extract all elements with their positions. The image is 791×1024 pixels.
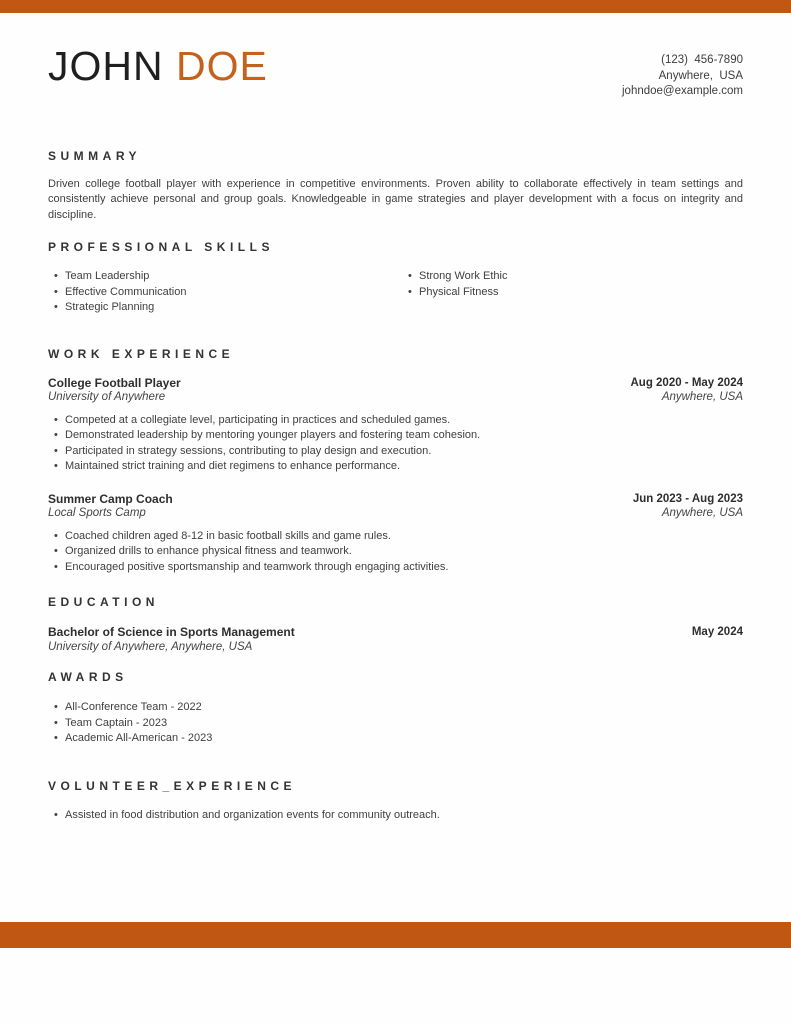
job-organization: Local Sports Camp — [48, 507, 146, 519]
job-meta-block — [630, 376, 743, 405]
job-title-block — [48, 376, 181, 405]
job-bullet: • Organized drills to enhance physical fitness and teamwork. — [48, 544, 743, 560]
skills-columns — [48, 269, 743, 316]
skills-heading: PROFESSIONAL SKILLS — [48, 240, 274, 254]
job-dates: Jun 2023 - Aug 2023 — [632, 492, 743, 505]
resume-content — [0, 45, 791, 823]
job-title: Summer Camp Coach — [48, 491, 173, 506]
awards-list — [48, 700, 743, 747]
candidate-name — [48, 45, 268, 87]
job-organization: University of Anywhere — [48, 391, 166, 403]
contact-info — [622, 45, 743, 100]
volunteer-item: • Assisted in food distribution and organization events for community outreach. — [48, 808, 743, 824]
top-accent-bar — [0, 0, 791, 13]
job-bullet-list — [48, 529, 743, 576]
skill-item: • Strong Work Ethic — [402, 269, 743, 285]
skill-item: • Effective Communication — [48, 285, 402, 301]
job-dates: Aug 2020 - May 2024 — [630, 376, 743, 389]
skill-item: • Team Leadership — [48, 269, 402, 285]
experience-heading: WORK EXPERIENCE — [48, 346, 235, 361]
contact-phone: (123) 456-7890 — [661, 54, 743, 66]
job-bullet-list — [48, 413, 743, 475]
contact-email: johndoe@example.com — [622, 85, 743, 97]
job-location: Anywhere, USA — [661, 507, 743, 519]
last-name: DOE — [176, 43, 268, 89]
job-header — [48, 376, 743, 405]
summary-heading: SUMMARY — [48, 148, 142, 163]
award-item: • Academic All-American - 2023 — [48, 731, 743, 747]
education-entry — [48, 625, 743, 654]
header — [48, 45, 743, 100]
job-bullet: • Coached children aged 8-12 in basic football skills and game rules. — [48, 529, 743, 545]
education-date: May 2024 — [691, 626, 743, 638]
volunteer-heading: VOLUNTEER_EXPERIENCE — [48, 778, 297, 793]
skill-item: • Physical Fitness — [402, 285, 743, 301]
job-title-block — [48, 492, 173, 521]
education-degree: Bachelor of Science in Sports Management — [48, 625, 295, 639]
job-bullet: • Competed at a collegiate level, participating in practices and scheduled games. — [48, 413, 743, 429]
job-location: Anywhere, USA — [661, 391, 743, 403]
job-header — [48, 492, 743, 521]
education-school: University of Anywhere, Anywhere, USA — [48, 640, 253, 653]
job-bullet: • Demonstrated leadership by mentoring younger players and fostering team cohesion. — [48, 428, 743, 444]
summary-text: Driven college football player with experience in competitive environments. Proven ability to collaborate effectively in team settings and consistently achieve personal and group goals. Knowledgeable in game strategies and player development with a focus on integrity and discipline. — [48, 177, 743, 221]
award-item: • Team Captain - 2023 — [48, 716, 743, 732]
skills-column-1 — [48, 269, 402, 316]
job-title: College Football Player — [48, 375, 181, 390]
job-bullet: • Maintained strict training and diet regimens to enhance performance. — [48, 459, 743, 475]
job-bullet: • Participated in strategy sessions, contributing to play design and execution. — [48, 444, 743, 460]
job-meta-block — [633, 492, 743, 521]
contact-location: Anywhere, USA — [658, 69, 743, 82]
skills-column-2 — [402, 269, 743, 316]
award-item: • All-Conference Team - 2022 — [48, 700, 743, 716]
awards-heading: AWARDS — [48, 670, 128, 684]
education-meta-block — [692, 625, 743, 654]
volunteer-list — [48, 808, 743, 824]
bottom-accent-bar — [0, 922, 791, 948]
first-name: JOHN — [48, 43, 164, 89]
job-bullet: • Encouraged positive sportsmanship and teamwork through engaging activities. — [48, 560, 743, 576]
skill-item: • Strategic Planning — [48, 300, 402, 316]
education-heading: EDUCATION — [48, 595, 159, 609]
education-detail-block — [48, 625, 295, 654]
